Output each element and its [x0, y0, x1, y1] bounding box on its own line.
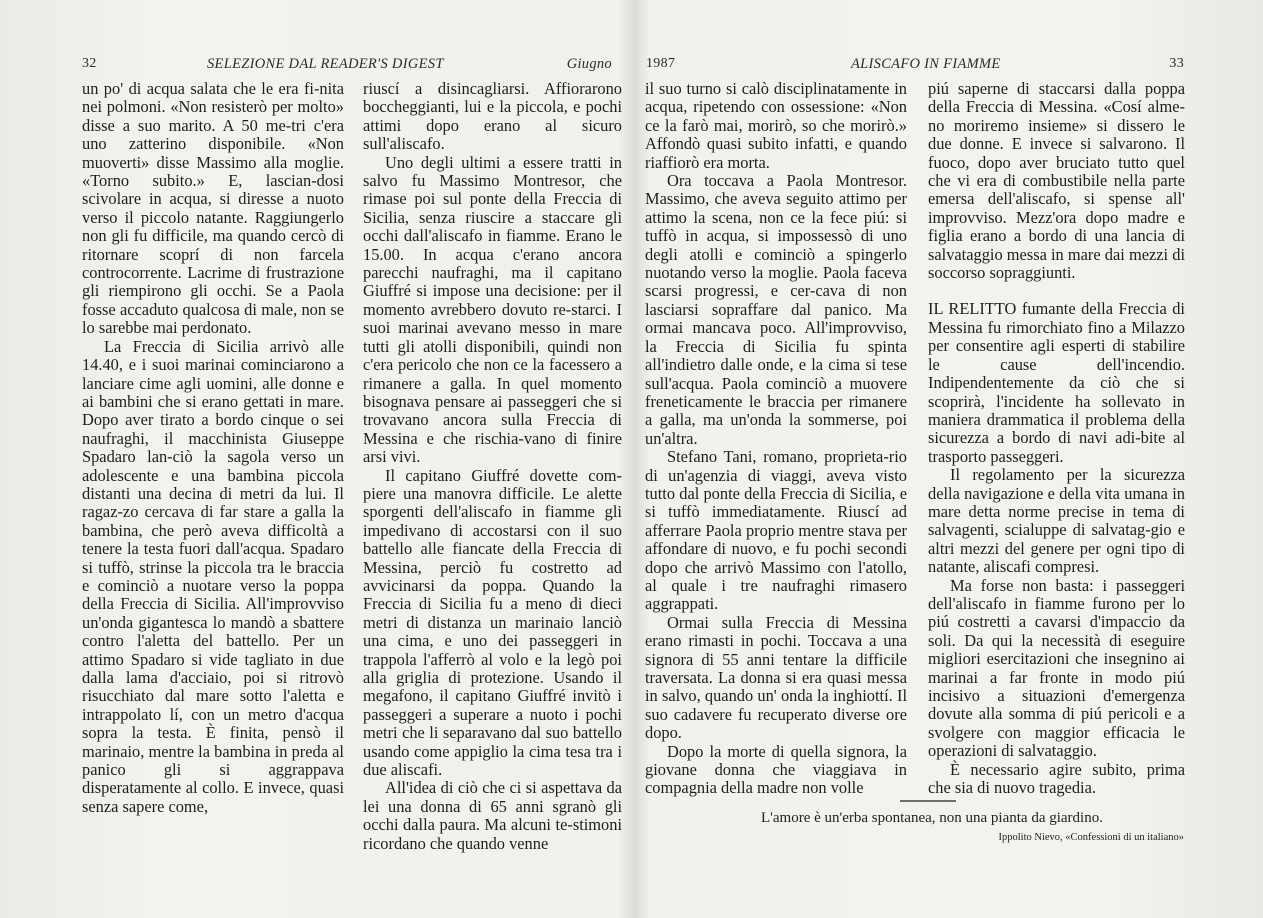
paragraph: Ormai sulla Freccia di Messina erano rimasti in pochi. Toccava a una signora di 55 anni tentare la difficile traversata. La donna si era quasi messa in salvo, quando un' onda la inghiottí. Il suo cadavere fu recuperato diverse ore dopo.: [645, 612, 907, 743]
section-paragraph: IL RELITTO fumante della Freccia di Messina fu rimorchiato fino a Milazzo per consentire agli esperti di stabilire le cause dell'incendio. Indipendentemente da ciò che si scoprirà, l'incidente ha sollevato in maniera drammatica il problema della sicurezza a bordo di navi adi-bite al trasporto passeggeri.: [928, 299, 1185, 466]
paragraph: Dopo la morte di quella signora, la giovane donna che viaggiava in compagnia della madre non volle: [645, 741, 907, 798]
paragraph: La Freccia di Sicilia arrivò alle 14.40, e i suoi marinai cominciarono a lanciare cime agli uomini, alle donne e ai bambini che si erano gettati in mare. Dopo aver tirato a bordo cinque o sei naufraghi, il macchinista Giuseppe Spadaro lan-ciò la sagola verso un adolescente e una bambina piccola distanti una decina di metri da lui. Il ragaz-zo cercava di far stare a galla la bambina, che però aveva difficoltà a tenere la testa fuori dall'acqua. Spadaro si tuffò, strinse la piccola tra le braccia e cominciò a nuotare verso la poppa della Freccia di Sicilia. All'improvviso un'onda gigantesca lo mandò a sbattere contro l'aletta del battello. Per un attimo Spadaro si vide tagliato in due dalla lama d'acciaio, poi si ritrovò risucchiato dal mare sotto l'aletta e intrappolato lí, con un metro d'acqua sopra la testa. È finita, pensò il marinaio, mentre la bambina in preda al panico gli si aggrappava disperatamente al collo. E invece, quasi senza sapere come,: [82, 336, 344, 816]
paragraph: Il regolamento per la sicurezza della navigazione e della vita umana in mare detta norme precise in tema di salvagenti, scialuppe di salvatag-gio e altri mezzi del genere per ogni tipo di natante, aliscafi compresi.: [928, 465, 1185, 577]
left-page-number: 32: [82, 56, 97, 71]
paragraph: riuscí a disincagliarsi. Affiorarono boccheggianti, lui e la piccola, e pochi attimi dopo erano al sicuro sull'aliscafo.: [363, 79, 622, 154]
paragraph: Stefano Tani, romano, proprieta-rio di un'agenzia di viaggi, aveva visto tutto dal ponte della Freccia di Sicilia, e si tuffò immediatamente. Riuscí ad afferrare Paola proprio mentre stava per affondare di nuovo, e fu pochi secondi dopo che arrivò Massimo con l'atollo, al quale i tre naufraghi rimasero aggrappati.: [645, 447, 907, 614]
paragraph: Ma forse non basta: i passeggeri dell'aliscafo in fiamme furono per lo piú costretti a cavarsi d'impaccio da soli. Da qui la necessità di eseguire migliori esercitazioni che insegnino ai marinai a far fronte in modo piú incisivo a situazioni d'emergenza dovute alla somma di piú pericoli e a svolgere con maggior efficacia le operazioni di salvataggio.: [928, 575, 1185, 761]
column-1: [82, 80, 344, 816]
paragraph: Uno degli ultimi a essere tratti in salvo fu Massimo Montresor, che rimase poi sul ponte della Freccia di Sicilia, senza riuscire a staccare gli occhi dall'aliscafo in fiamme. Erano le 15.00. In acqua c'erano ancora parecchi naufraghi, ma il capitano Giuffré si impose una decisione: per il momento avrebbero dovuto re-starci. I suoi marinai avevano messo in mare tutti gli atolli disponibili, quindi non c'era pericolo che non ce la facessero a rimanere a galla. In quel momento bisognava pensare ai passeggeri che si trovavano ancora sulla Freccia di Messina e che rischia-vano di finire arsi vivi.: [363, 152, 622, 467]
paragraph: il suo turno si calò disciplinatamente in acqua, ripetendo con ossessione: «Non ce la farò mai, morirò, so che morirò.» Affondò quasi subito infatti, e quando riaffiorò era morta.: [645, 79, 907, 172]
paragraph: Il capitano Giuffré dovette com-piere una manovra difficile. Le alette sporgenti dell'aliscafo in fiamme gli impedivano di accostarsi con il suo battello alle fiancate della Freccia di Messina, perciò fu costretto ad avvicinarsi da poppa. Quando la Freccia di Sicilia fu a meno di dieci metri di distanza un marinaio lanciò una cima, e uno dei passeggeri in trappola l'afferrò al volo e la legò poi alla griglia di protezione. Usando il megafono, il capitano Giuffré invitò i passeggeri a superare a nuoto i pochi metri che li separavano dal suo battello usando come appiglio la cima tesa tra i due aliscafi.: [363, 465, 622, 780]
right-running-head: [646, 56, 1184, 74]
right-running-title: ALISCAFO IN FIAMME: [851, 56, 1001, 72]
left-running-head: [82, 56, 612, 74]
left-running-title: SELEZIONE DAL READER'S DIGEST: [207, 56, 444, 72]
paragraph: All'idea di ciò che ci si aspettava da lei una donna di 65 anni sgranò gli occhi dalla paura. Ma alcuni te-stimoni ricordano che quando venne: [363, 778, 622, 853]
right-page: [632, 0, 1263, 918]
paragraph: piú saperne di staccarsi dalla poppa della Freccia di Messina. «Cosí alme-no moriremo insieme» si dissero le due donne. E invece si salvarono. Il fuoco, dopo aver bruciato tutto quel che vi era di combustibile nella parte emersa dell'aliscafo, si spense all' improvviso. Mezz'ora dopo madre e figlia erano a bordo di una lancia di salvataggio messa in mare dai mezzi di soccorso sopraggiunti.: [928, 79, 1185, 283]
column-3: [645, 80, 907, 798]
quote-divider: [900, 800, 956, 802]
right-page-year: 1987: [646, 56, 676, 71]
paragraph: Ora toccava a Paola Montresor. Massimo, che aveva seguito attimo per attimo la scena, non ce la fece piú: si tuffò in acqua, si impossessò di uno degli atolli e cominciò a spingerlo nuotando verso la moglie. Paola faceva scarsi progressi, e cer-cava di non lasciarsi sopraffare dal panico. Ma ormai mancava poco. All'improvviso, la Freccia di Sicilia fu spinta all'indietro dalle onde, e la cima si tese sull'acqua. Paola cominciò a muovere freneticamente le braccia per rimanere a galla, ma un'onda la sommerse, poi un'altra.: [645, 171, 907, 448]
left-running-month: Giugno: [566, 56, 612, 72]
paragraph: un po' di acqua salata che le era fi-nita nei polmoni. «Non resisterò per molto» disse a suo marito. A 50 me-tri c'era uno zatterino disponibile. «Non muoverti» disse Massimo alla moglie. «Torno subito.» E, lascian-dosi scivolare in acqua, si diresse a nuoto verso il piccolo natante. Raggiungerlo non gli fu difficile, ma quando cercò di ritornare scoprí di non farcela controcorrente. Lacrime di frustrazione gli riempirono gli occhi. Se a Paola fosse accaduto qualcosa di male, non se lo sarebbe mai perdonato.: [82, 79, 344, 338]
right-page-number: 33: [1169, 56, 1184, 71]
paragraph: È necessario agire subito, prima che sia di nuovo tragedia.: [928, 759, 1185, 798]
quote-attribution: Ippolito Nievo, «Confessioni di un italiano»: [998, 832, 1184, 843]
column-4: [928, 80, 1185, 797]
closing-quote: L'amore è un'erba spontanea, non una pianta da giardino.: [761, 810, 1103, 826]
column-2: [363, 80, 622, 853]
